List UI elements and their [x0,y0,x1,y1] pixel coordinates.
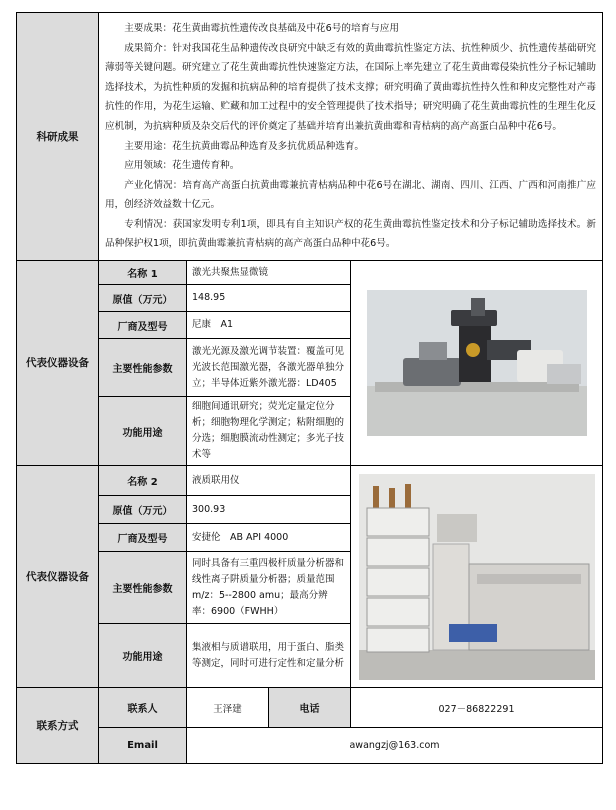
instrument1-label: 主要性能参数 [99,339,187,397]
instrument1-photo-cell [351,261,603,466]
instrument1-label: 名称 1 [99,261,187,285]
lc-ms-instrument-photo [359,474,595,680]
instrument1-row [17,261,603,285]
instrument2-value: 安捷伦 AB API 4000 [187,524,351,552]
contact-person-value: 王泽建 [187,688,269,728]
instrument2-label: 功能用途 [99,624,187,688]
achievement-paragraph: 主要成果：花生黄曲霉抗性遗传改良基础及中花6号的培育与应用 [124,22,399,34]
achievement-row [17,13,603,261]
instrument2-label: 厂商及型号 [99,524,187,552]
instrument1-value: 尼康 A1 [187,312,351,339]
instrument1-label: 功能用途 [99,397,187,466]
instrument2-row [17,466,603,496]
achievement-paragraph: 产业化情况：培育高产高蛋白抗黄曲霉兼抗青枯病品种中花6号在湖北、湖南、四川、江西、广西和河南推广应用，创经济效益数十亿元。 [105,179,597,211]
contact-email-value: awangzj@163.com [187,728,603,764]
contact-email-label: Email [99,728,187,764]
instrument1-value: 激光光源及激光调节装置：覆盖可见光波长范围激光器，各激光器单独分立；半导体近紫外激光器：LD405 [187,339,351,397]
info-table [16,12,603,764]
instrument1-side-label: 代表仪器设备 [17,261,99,466]
achievement-content [99,13,603,261]
achievement-paragraph: 专利情况：获国家发明专利1项，即具有自主知识产权的花生黄曲霉抗性鉴定技术和分子标记辅助选择技术。新品种保护权1项，即抗黄曲霉兼抗青枯病的高产高蛋白品种中花6号。 [105,218,597,250]
achievement-side-label: 科研成果 [17,13,99,261]
instrument2-label: 原值（万元） [99,496,187,524]
instrument2-value: 集液相与质谱联用，用于蛋白、脂类等测定，同时可进行定性和定量分析 [187,624,351,688]
instrument2-photo-cell [351,466,603,688]
instrument1-value: 148.95 [187,285,351,312]
achievement-paragraph: 应用领域：花生遗传育种。 [124,160,240,172]
contact-phone-value: 027－86822291 [351,688,603,728]
instrument2-label: 名称 2 [99,466,187,496]
document-page [16,12,602,764]
contact-person-label: 联系人 [99,688,187,728]
instrument2-value: 300.93 [187,496,351,524]
instrument2-value: 液质联用仪 [187,466,351,496]
instrument1-value: 激光共聚焦显微镜 [187,261,351,285]
contact-row [17,688,603,728]
contact-row [17,728,603,764]
instrument2-side-label: 代表仪器设备 [17,466,99,688]
contact-phone-label: 电话 [269,688,351,728]
achievement-paragraph: 主要用途：花生抗黄曲霉品种选育及多抗优质品种选育。 [124,140,365,152]
instrument2-value: 同时具备有三重四极杆质量分析器和线性离子阱质量分析器；质量范围 m/z：5--2800 amu；最高分辨率：6900（FWHH） [187,552,351,624]
instrument2-label: 主要性能参数 [99,552,187,624]
achievement-paragraph: 成果简介：针对我国花生品种遗传改良研究中缺乏有效的黄曲霉抗性鉴定方法、抗性种质少、抗性遗传基础研究薄弱等关键问题。研究建立了花生黄曲霉抗性快速鉴定方法，在国际上率先建立了花生黄曲霉侵染抗性分子标记辅助选择技术，为抗性种质的发掘和抗病品种的培育提供了技术支撑；研究明确了黄曲霉抗性持久性和种皮完整性对产毒抗性的作用，为花生运输、贮藏和加工过程中的安全管理提供了技术指导；研究明确了花生黄曲霉抗性的生理生化反应机制，为抗病种质及杂交后代的评价奠定了基础并培育出兼抗黄曲霉和青枯病的高产高蛋白品种中花6号。 [105,42,597,132]
instrument1-value: 细胞间通讯研究；荧光定量定位分析；细胞物理化学测定；粘附细胞的分选；细胞膜流动性测定；多光子技术等 [187,397,351,466]
contact-side-label: 联系方式 [17,688,99,764]
instrument1-label: 原值（万元） [99,285,187,312]
confocal-microscope-photo [367,290,587,436]
instrument1-label: 厂商及型号 [99,312,187,339]
